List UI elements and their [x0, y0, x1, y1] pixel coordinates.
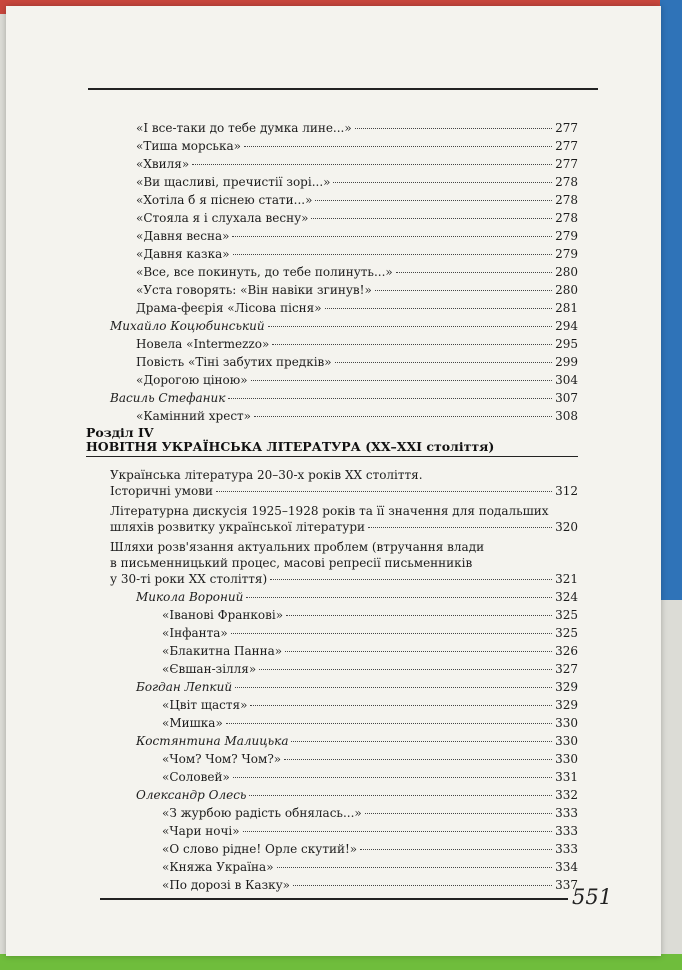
- toc-multiline-line: Літературна дискусія 1925–1928 років та її значення для подальших: [110, 504, 549, 518]
- toc-author-entry: Василь Стефаник 307: [110, 391, 578, 405]
- toc-entry: Повість «Тіні забутих предків» 299: [136, 355, 578, 369]
- toc-entry: «Ви щасливі, пречистії зорі...» 278: [136, 175, 578, 189]
- toc-entry: «Цвіт щастя» 329: [162, 698, 578, 712]
- toc-author-entry: Микола Вороний 324: [136, 590, 578, 604]
- toc-entry: «Чари ночі» 333: [162, 824, 578, 838]
- toc-entry: у 30-ті роки ХХ століття) 321: [110, 572, 578, 586]
- toc-entry: «Княжа Україна» 334: [162, 860, 578, 874]
- toc-entry: «Іванові Франкові» 325: [162, 608, 578, 622]
- toc-author-entry: Богдан Лепкий 329: [136, 680, 578, 694]
- toc-entry: «Давня казка» 279: [136, 247, 578, 261]
- toc-entry: «І все-таки до тебе думка лине...» 277: [136, 121, 578, 135]
- top-rule: [88, 88, 598, 90]
- toc-entry: «Чом? Чом? Чом?» 330: [162, 752, 578, 766]
- toc-entry: «Все, все покинуть, до тебе полинуть...» 280: [136, 265, 578, 279]
- toc-author-entry: Костянтина Малицька 330: [136, 734, 578, 748]
- toc-author-entry: Михайло Коцюбинський 294: [110, 319, 578, 333]
- section-label: Розділ IV: [86, 425, 154, 440]
- toc-entry: Історичні умови 312: [110, 484, 578, 498]
- toc-entry: «Хотіла б я піснею стати...» 278: [136, 193, 578, 207]
- toc-entry: «Мишка» 330: [162, 716, 578, 730]
- toc-entry: «Євшан-зілля» 327: [162, 662, 578, 676]
- toc-entry: «Стояла я і слухала весну» 278: [136, 211, 578, 225]
- toc-entry: шляхів розвитку української літератури 320: [110, 520, 578, 534]
- toc-entry: «Камінний хрест» 308: [136, 409, 578, 423]
- toc-author-entry: Олександр Олесь 332: [136, 788, 578, 802]
- bottom-rule: [100, 898, 568, 900]
- toc-entry: «По дорозі в Казку» 337: [162, 878, 578, 892]
- book-edge-blue: [660, 0, 682, 600]
- toc-multiline-line: в письменницький процес, масові репресії письменників: [110, 556, 473, 570]
- toc-entry: «Соловей» 331: [162, 770, 578, 784]
- toc-entry: «Інфанта» 325: [162, 626, 578, 640]
- book-edge-green: [0, 954, 682, 970]
- toc-entry: «Тиша морська» 277: [136, 139, 578, 153]
- section-title: НОВІТНЯ УКРАЇНСЬКА ЛІТЕРАТУРА (ХХ–ХХІ століття): [86, 439, 495, 454]
- section-rule: [86, 456, 578, 457]
- toc-entry: Драма-феєрія «Лісова пісня» 281: [136, 301, 578, 315]
- toc-multiline-line: Українська література 20–30-х років ХХ століття.: [110, 468, 423, 482]
- toc-entry: «Давня весна» 279: [136, 229, 578, 243]
- toc-entry: «З журбою радість обнялась...» 333: [162, 806, 578, 820]
- page-number: 551: [572, 885, 613, 909]
- toc-entry: «Блакитна Панна» 326: [162, 644, 578, 658]
- toc-entry: «Хвиля» 277: [136, 157, 578, 171]
- toc-entry: «О слово рідне! Орле скутий!» 333: [162, 842, 578, 856]
- toc-entry: Новела «Intermezzo» 295: [136, 337, 578, 351]
- toc-multiline-line: Шляхи розв'язання актуальних проблем (втручання влади: [110, 540, 485, 554]
- toc-entry: «Дорогою ціною» 304: [136, 373, 578, 387]
- toc-entry: «Уста говорять: «Він навіки згинув!» 280: [136, 283, 578, 297]
